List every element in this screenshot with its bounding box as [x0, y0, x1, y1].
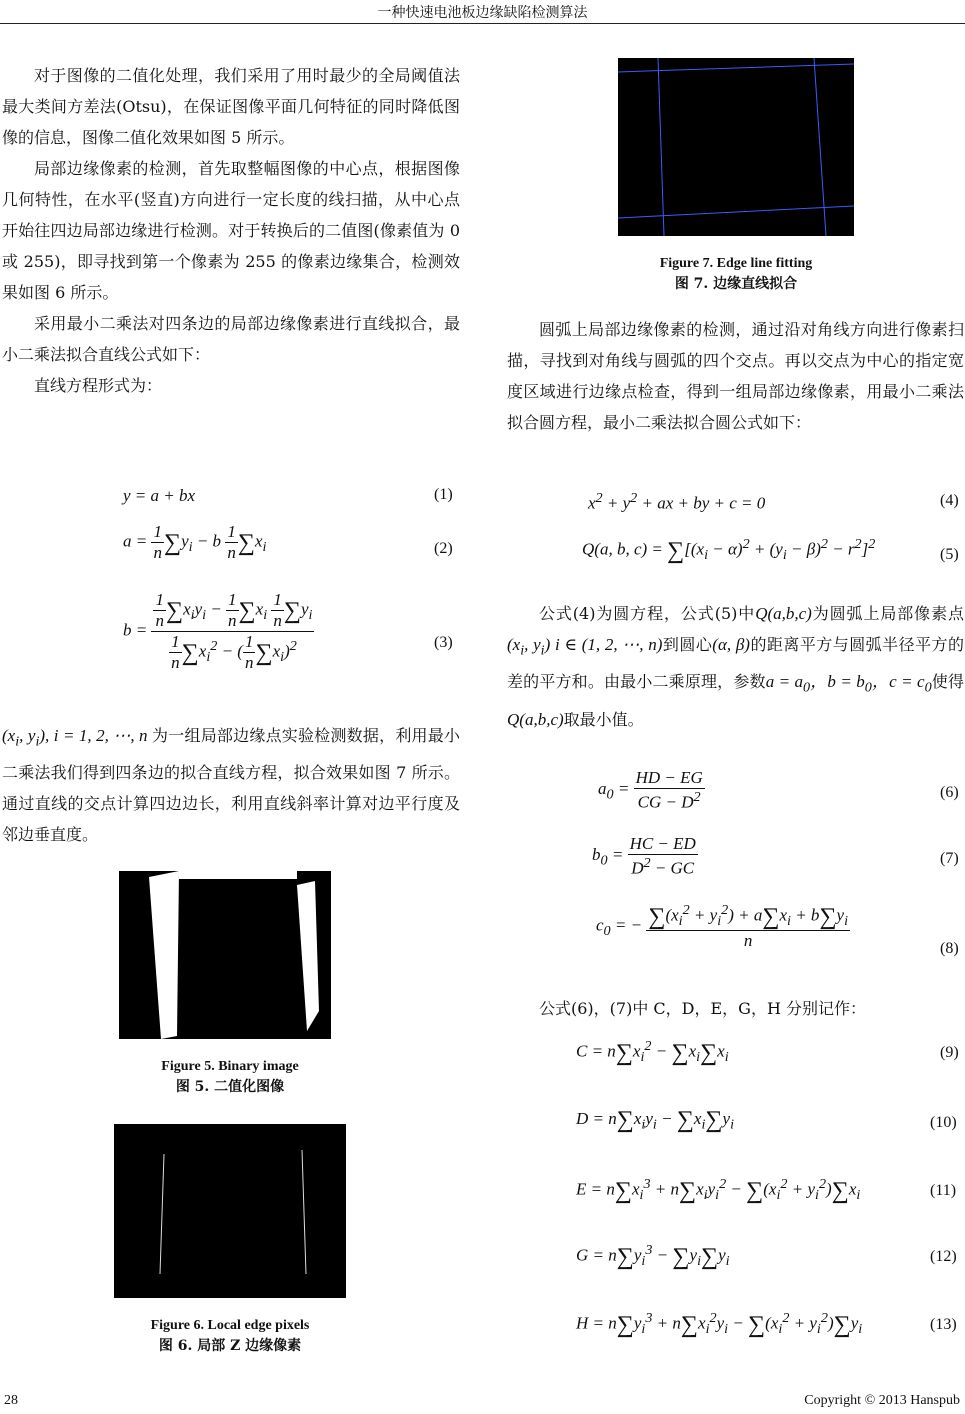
left-column-text	[2, 60, 460, 401]
paragraph-part: 使得	[931, 672, 964, 692]
equation-number: (5)	[940, 546, 959, 563]
paragraph: 对于图像的二值化处理，我们采用了用时最少的全局阈值法最大类间方差法(Otsu)，在保证图像平面几何特征的同时降低图像的信息，图像二值化效果如图 5 所示。	[2, 66, 460, 147]
header-rule	[0, 23, 965, 24]
equation-7: $b_0$ = $\frac{HC - ED}{D^2 - GC}$	[592, 834, 696, 878]
right-column-text-2: 公式(4)为圆方程，公式(5)中Q(a,b,c)为圆弧上局部像素点($x_i$, $y_i$) i ∈ (1, 2, ⋯, n)到圆心(α, β)的距离平方与圆弧半径平方的差的平方和。由最小二乘原理，参数$a = a_0$，$b = b_0$，$c = c_0$使得Q(a,b,c)取最小值。	[507, 604, 964, 729]
paragraph: 圆弧上局部边缘像素的检测，通过沿对角线方向进行像素扫描，寻找到对角线与圆弧的四个交点。再以交点为中心的指定宽度区域进行边缘点检查，得到一组局部边缘像素，用最小二乘法拟合圆方程，最小二乘法拟合圆公式如下：	[507, 320, 964, 432]
equation-number: (4)	[940, 492, 959, 509]
equation-number: (2)	[434, 540, 453, 557]
right-column-text	[507, 314, 964, 438]
equation-2: a = $\frac{1}{n}$ $\sum y_i - b$ $\frac{1}{n}$ $\sum x_i$	[123, 522, 267, 562]
equation-1: y = a + bx	[123, 486, 196, 505]
paragraph-part: 为圆弧上局部像素点	[811, 604, 964, 623]
equation-4: $x^2 + y^2$ + ax + by + c = 0	[588, 490, 766, 513]
paragraph: 局部边缘像素的检测，首先取整幅图像的中心点，根据图像几何特性，在水平(竖直)方向进行一定长度的线扫描，从中心点开始往四边局部边缘进行检测。对于转换后的二值图(像素值为 0 或 255)，即寻找到第一个像素为 255 的像素边缘集合，检测效果如图 6 所示。	[2, 159, 460, 302]
paragraph: 为一组局部边缘点实验检测数据，利用最小二乘法我们得到四条边的拟合直线方程，拟合效果如图 7 所示。通过直线的交点计算四边边长，利用直线斜率计算对边平行度及邻边垂直度。	[2, 726, 461, 845]
figure-5-caption-en: Figure 5. Binary image	[161, 1059, 299, 1074]
paragraph: 直线方程形式为：	[34, 376, 163, 395]
equation-13: $H = n\sum y_i^3 + n\sum x_i^2y_i - \sum(x_i^2 + y_i^2)\sum y_i$	[576, 1310, 863, 1338]
figure-6-caption-en: Figure 6. Local edge pixels	[150, 1318, 310, 1333]
equation-number: (11)	[930, 1182, 957, 1199]
equation-number: (10)	[930, 1114, 957, 1131]
equation-5: Q(a, b, $c) = \sum[(x_i - \alpha)^2 + (y_i - \beta)^2 - r^2]^2$	[582, 536, 876, 564]
equation-number: (6)	[940, 784, 959, 801]
equation-12: $G = n\sum y_i^3 - \sum y_i\sum y_i$	[576, 1242, 730, 1270]
equation-number: (12)	[930, 1248, 957, 1265]
left-column-text-2	[2, 720, 460, 850]
paragraph-part: 公式(4)为圆方程，公式(5)中	[539, 604, 756, 623]
equation-number: (3)	[434, 634, 453, 651]
equation-number: (7)	[940, 850, 959, 867]
figure-5-caption-zh: 图 5. 二值化图像	[175, 1079, 285, 1095]
running-header: 一种快速电池板边缘缺陷检测算法	[377, 5, 588, 21]
figure-5-image	[119, 871, 331, 1045]
paragraph-part: 到圆心	[662, 635, 713, 654]
equation-number: (13)	[930, 1316, 957, 1333]
paragraph-part: 取最小值。	[563, 709, 644, 729]
equation-3: b = $\frac{1}{n}$ $\sum x_iy_i$ − $\frac{1}{n}$ $\sum x_i$ $\frac{1}{n}$ $\sum y_i$ $\frac{1}{n}$ $\sum x_i^2$ − ( $\frac{1}{n}$ $\sum x_i)^2$	[123, 590, 313, 672]
figure-7-caption-en: Figure 7. Edge line fitting	[659, 256, 813, 271]
equation-10: $D = n\sum x_iy_i - \sum x_i\sum y_i$	[576, 1107, 734, 1133]
paragraph-part: 的距离平方与圆弧半径平方的差的平方和。由最小二乘原理，参数	[507, 635, 964, 692]
equation-6: $a_0$ = $\frac{HD - EG}{CG - D^2}$	[598, 768, 703, 812]
equation-number: (8)	[940, 940, 959, 957]
equation-number: (1)	[434, 486, 453, 503]
figure-6-image	[114, 1124, 346, 1298]
copyright: Copyright © 2013 Hanspub	[804, 1393, 960, 1408]
paragraph: 公式(6)，(7)中 C，D，E，G，H 分别记作：	[539, 999, 866, 1018]
figure-7-caption-zh: 图 7. 边缘直线拟合	[674, 276, 798, 292]
page-number: 28	[4, 1393, 18, 1408]
paragraph: 采用最小二乘法对四条边的局部边缘像素进行直线拟合，最小二乘法拟合直线公式如下：	[2, 314, 460, 364]
inline-math: ($x_i$, $y_i$), i = 1, 2, ⋯, n	[2, 726, 153, 750]
equation-number: (9)	[940, 1044, 959, 1061]
figure-7-image	[618, 58, 854, 236]
figure-6-caption-zh: 图 6. 局部 Z 边缘像素	[158, 1338, 302, 1354]
equation-8: $c_0$ = − $\frac{\sum(x_i^2 + y_i^2) + a\sum x_i + b\sum y_i}{n}$	[596, 902, 849, 951]
right-column-text-3	[507, 993, 964, 1024]
equation-9: $C = n\sum x_i^2 - \sum x_i\sum x_i$	[576, 1038, 729, 1066]
equation-11: $E = n\sum x_i^3 + n\sum x_iy_i^2 - \sum(x_i^2 + y_i^2)\sum x_i$	[576, 1176, 861, 1204]
